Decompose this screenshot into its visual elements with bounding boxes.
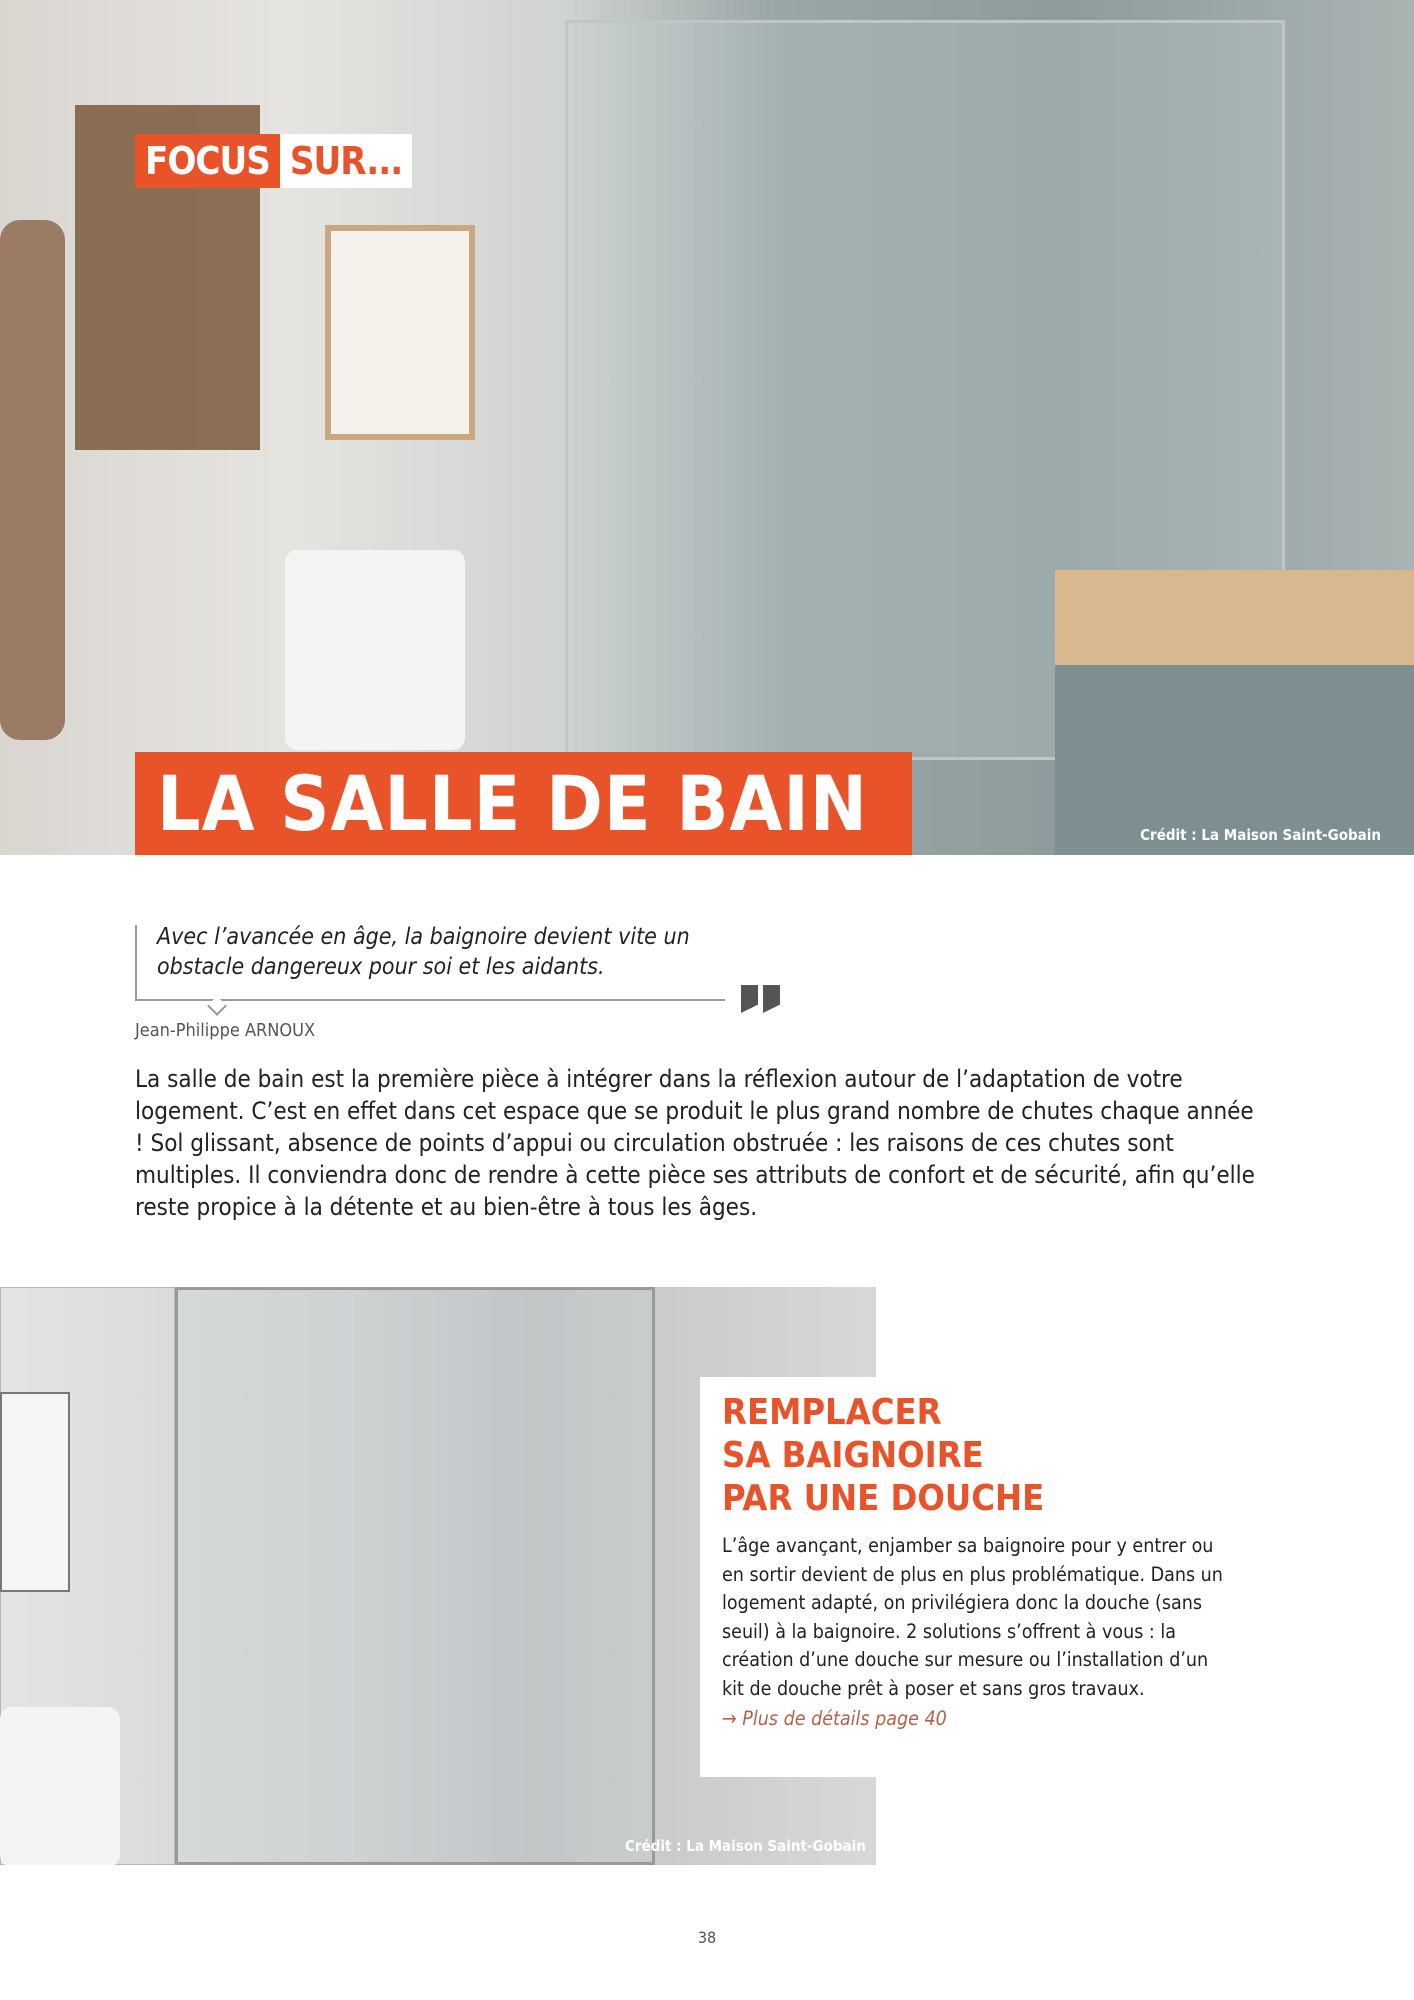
- section-title: [722, 1391, 1228, 1520]
- toilet: [285, 550, 465, 750]
- pull-quote: [135, 925, 725, 1001]
- quote-mark-icon: [741, 985, 758, 1013]
- hero-photo: [0, 0, 1414, 855]
- vanity-top: [1055, 570, 1414, 665]
- section-box: [700, 1377, 1250, 1777]
- intro-paragraph: La salle de bain est la première pièce à intégrer dans la réflexion autour de l’adaptation de votre logement. C’est en effet dans cet espace que se produit le plus grand nombre de chutes chaque année ! Sol glissant, absence de points d’appui ou circulation obstruée : les raisons de ces chutes sont multiples. Il conviendra donc de rendre à cette pièce ses attributs de confort et de sécurité, afin qu’elle reste propice à la détente et au bien-être à tous les âges.: [135, 1065, 1255, 1221]
- quote-text: Avec l’avancée en âge, la baignoire devient vite un obstacle dangereux pour soi et les aidants.: [157, 924, 690, 980]
- more-link[interactable]: [722, 1707, 1228, 1730]
- more-link-label: Plus de détails page 40: [742, 1707, 947, 1730]
- photo-credit: Crédit : La Maison Saint-Gobain: [1140, 826, 1381, 844]
- photo-credit: Crédit : La Maison Saint-Gobain: [625, 1837, 866, 1855]
- shower-glass: [175, 1287, 655, 1865]
- title-line: PAR UNE DOUCHE: [722, 1478, 1045, 1519]
- section-text: L’âge avançant, enjamber sa baignoire pour y entrer ou en sortir devient de plus en plus problématique. Dans un logement adapté, on privilégiera donc la douche (sans seuil) à la baignoire. 2 solutions s’offrent à vous : la création d’une douche sur mesure ou l’installation d’un kit de douche prêt à poser et sans gros travaux.: [722, 1534, 1223, 1700]
- quote-author: Jean-Philippe ARNOUX: [135, 1020, 316, 1041]
- bathrobe: [0, 220, 65, 740]
- wall-frame: [0, 1392, 70, 1592]
- page-number: 38: [697, 1928, 717, 1947]
- wall-frame: [325, 225, 475, 440]
- toilet: [0, 1707, 120, 1865]
- title-line: SA BAIGNOIRE: [722, 1435, 984, 1476]
- title-line: REMPLACER: [722, 1392, 942, 1433]
- focus-badge: [135, 134, 412, 188]
- badge-sur: SUR...: [280, 134, 412, 188]
- arrow-right-icon: →: [722, 1707, 737, 1730]
- page-title: LA SALLE DE BAIN: [135, 752, 912, 855]
- quote-mark-icon: [763, 985, 780, 1013]
- badge-focus: FOCUS: [135, 134, 280, 188]
